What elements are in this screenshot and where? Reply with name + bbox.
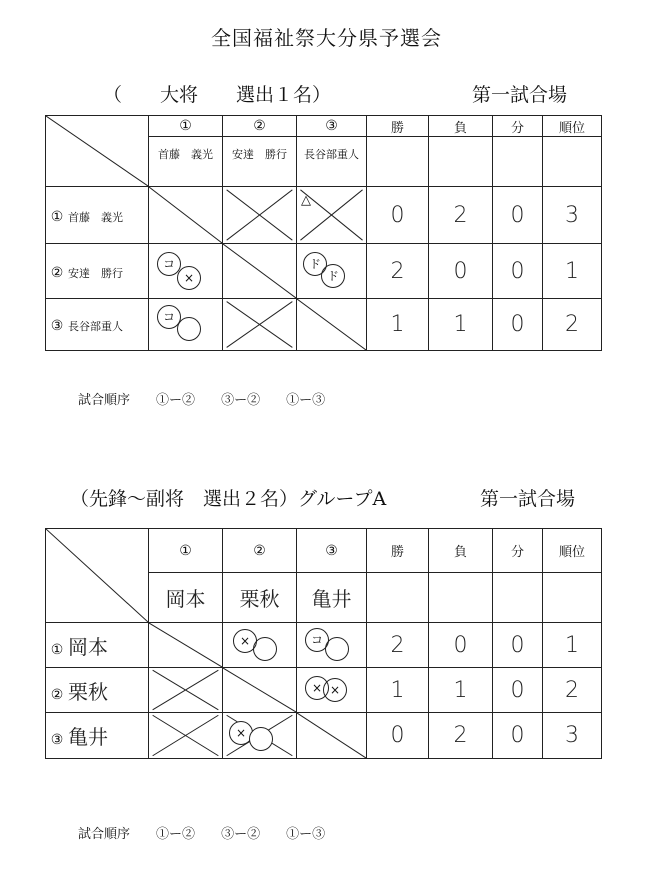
col-name: 首藤 義光 bbox=[158, 148, 213, 161]
score-circle: × bbox=[177, 266, 201, 290]
diagonal-cell bbox=[149, 187, 223, 244]
order-item: ①ー③ bbox=[286, 827, 326, 842]
rank-value: 2 bbox=[543, 668, 602, 713]
win-count: 1 bbox=[367, 299, 429, 351]
row-name: 岡本 bbox=[68, 634, 108, 659]
header-rank: 順位 bbox=[543, 116, 602, 137]
header-loss: 負 bbox=[429, 116, 493, 137]
rank-value: 1 bbox=[543, 244, 602, 299]
order-item: ③ー② bbox=[221, 827, 261, 842]
crossed-cell bbox=[223, 187, 297, 244]
loss-count: 0 bbox=[429, 623, 493, 668]
crossed-cell bbox=[149, 668, 223, 713]
diagonal-cell bbox=[223, 668, 297, 713]
loss-count: 1 bbox=[429, 299, 493, 351]
table-row bbox=[46, 244, 602, 299]
order-item: ③ー② bbox=[221, 393, 261, 408]
score-circle: コ bbox=[305, 628, 329, 652]
section1-table bbox=[45, 115, 602, 351]
loss-count: 2 bbox=[429, 187, 493, 244]
draw-count: 0 bbox=[493, 668, 543, 713]
row-name: 首藤 義光 bbox=[68, 210, 123, 224]
score-circle: コ bbox=[157, 305, 181, 329]
loss-count: 1 bbox=[429, 668, 493, 713]
draw-count: 0 bbox=[493, 299, 543, 351]
order-label: 試合順序 bbox=[78, 827, 131, 842]
rank-value: 3 bbox=[543, 713, 602, 759]
win-count: 2 bbox=[367, 623, 429, 668]
row-number: ③ bbox=[50, 732, 64, 748]
col-number: ① bbox=[149, 529, 223, 573]
diagonal-cell bbox=[149, 623, 223, 668]
col-number: ① bbox=[149, 116, 223, 137]
row-name: 安達 勝行 bbox=[68, 266, 123, 280]
crossed-cell bbox=[223, 713, 297, 759]
section2-match-order bbox=[78, 823, 325, 842]
win-count: 0 bbox=[367, 713, 429, 759]
score-circle bbox=[177, 317, 201, 341]
win-count: 1 bbox=[367, 668, 429, 713]
diagonal-cell bbox=[223, 244, 297, 299]
row-number: ① bbox=[50, 641, 64, 658]
table-row bbox=[46, 713, 602, 759]
col-name: 岡本 bbox=[149, 573, 223, 623]
loss-count: 2 bbox=[429, 713, 493, 759]
section1-heading: （ 大将 選出１名） bbox=[103, 84, 332, 106]
draw-count: 0 bbox=[493, 187, 543, 244]
col-name: 安達 勝行 bbox=[232, 148, 287, 161]
table-row bbox=[46, 299, 602, 351]
score-circle: × bbox=[229, 721, 253, 745]
score-circle bbox=[253, 637, 277, 661]
table-row bbox=[46, 668, 602, 713]
header-win: 勝 bbox=[367, 529, 429, 573]
win-count: 0 bbox=[367, 187, 429, 244]
order-item: ①ー③ bbox=[286, 393, 326, 408]
score-circle: × bbox=[233, 629, 257, 653]
score-circle bbox=[249, 727, 273, 751]
header-draw: 分 bbox=[493, 529, 543, 573]
page-title: 全国福祉祭大分県予選会 bbox=[211, 26, 442, 50]
crossed-cell bbox=[149, 713, 223, 759]
crossed-cell bbox=[297, 187, 367, 244]
table-row bbox=[46, 623, 602, 668]
diagonal-cell bbox=[297, 299, 367, 351]
score-circle: コ bbox=[157, 252, 181, 276]
score-circle bbox=[325, 637, 349, 661]
row-number: ① bbox=[50, 208, 64, 225]
section2-venue: 第一試合場 bbox=[480, 488, 576, 510]
row-name: 栗秋 bbox=[68, 679, 108, 704]
triangle-mark: △ bbox=[301, 193, 311, 208]
header-loss: 負 bbox=[429, 529, 493, 573]
score-circle: ド bbox=[321, 264, 345, 288]
row-number: ③ bbox=[50, 318, 64, 334]
table-corner bbox=[46, 116, 149, 187]
rank-value: 2 bbox=[543, 299, 602, 351]
col-number: ③ bbox=[297, 529, 367, 573]
draw-count: 0 bbox=[493, 244, 543, 299]
win-count: 2 bbox=[367, 244, 429, 299]
section2-table bbox=[45, 528, 602, 759]
draw-count: 0 bbox=[493, 623, 543, 668]
loss-count: 0 bbox=[429, 244, 493, 299]
header-rank: 順位 bbox=[543, 529, 602, 573]
diagonal-cell bbox=[297, 713, 367, 759]
order-item: ①ー② bbox=[156, 827, 196, 842]
crossed-cell bbox=[223, 299, 297, 351]
col-number: ③ bbox=[297, 116, 367, 137]
col-name: 長谷部重人 bbox=[304, 148, 359, 161]
col-number: ② bbox=[223, 116, 297, 137]
section2-heading: （先鋒～副将 選出２名）グループA bbox=[70, 488, 387, 510]
score-circle: × bbox=[305, 676, 329, 700]
row-number: ② bbox=[50, 686, 64, 703]
draw-count: 0 bbox=[493, 713, 543, 759]
table-row bbox=[46, 187, 602, 244]
score-circle: ド bbox=[303, 252, 327, 276]
header-draw: 分 bbox=[493, 116, 543, 137]
row-number: ② bbox=[50, 264, 64, 281]
order-label: 試合順序 bbox=[78, 393, 131, 408]
order-item: ①ー② bbox=[156, 393, 196, 408]
row-name: 長谷部重人 bbox=[68, 320, 123, 333]
col-number: ② bbox=[223, 529, 297, 573]
section1-venue: 第一試合場 bbox=[472, 84, 568, 106]
rank-value: 3 bbox=[543, 187, 602, 244]
row-name: 亀井 bbox=[68, 725, 108, 749]
section1-match-order bbox=[78, 389, 325, 408]
col-name: 亀井 bbox=[297, 573, 367, 623]
table-corner bbox=[46, 529, 149, 623]
rank-value: 1 bbox=[543, 623, 602, 668]
score-circle: × bbox=[323, 678, 347, 702]
col-name: 栗秋 bbox=[223, 573, 297, 623]
header-win: 勝 bbox=[367, 116, 429, 137]
